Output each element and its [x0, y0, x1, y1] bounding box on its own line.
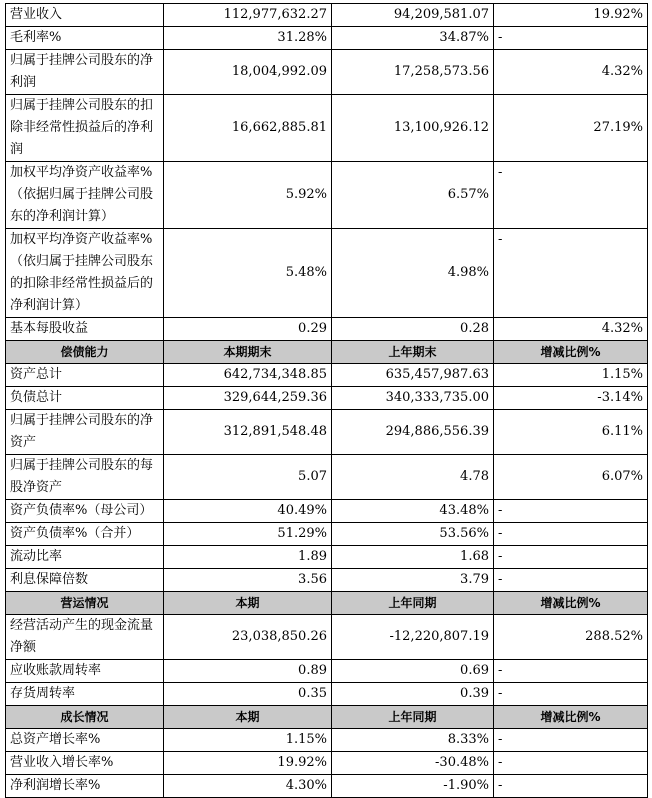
prior-period-value: 0.69	[332, 660, 494, 683]
row-label: 加权平均净资产收益率%（依据归属于挂牌公司股东的净利润计算）	[6, 162, 164, 229]
change-percent: -	[494, 523, 648, 546]
change-percent: 4.32%	[494, 318, 648, 341]
row-label: 营业收入	[6, 4, 164, 27]
table-row	[6, 4, 648, 27]
prior-period-value: 635,457,987.63	[332, 364, 494, 387]
header-change-percent: 增减比例%	[494, 592, 648, 615]
row-label: 营业收入增长率%	[6, 752, 164, 775]
section-header-row	[6, 341, 648, 364]
current-period-value: 16,662,885.81	[164, 95, 332, 162]
current-period-value: 0.35	[164, 683, 332, 706]
change-percent: -	[494, 683, 648, 706]
header-row-label: 成长情况	[6, 706, 164, 729]
header-change-percent: 增减比例%	[494, 706, 648, 729]
header-prior-period-value: 上年期末	[332, 341, 494, 364]
prior-period-value: 94,209,581.07	[332, 4, 494, 27]
prior-period-value: 53.56%	[332, 523, 494, 546]
row-label: 归属于挂牌公司股东的扣除非经常性损益后的净利润	[6, 95, 164, 162]
current-period-value: 312,891,548.48	[164, 410, 332, 455]
row-label: 应收账款周转率	[6, 660, 164, 683]
header-prior-period-value: 上年同期	[332, 706, 494, 729]
change-percent: -	[494, 27, 648, 50]
row-label: 归属于挂牌公司股东的净资产	[6, 410, 164, 455]
row-label: 存货周转率	[6, 683, 164, 706]
current-period-value: 0.29	[164, 318, 332, 341]
prior-period-value: -12,220,807.19	[332, 615, 494, 660]
current-period-value: 642,734,348.85	[164, 364, 332, 387]
change-percent: -	[494, 729, 648, 752]
prior-period-value: 17,258,573.56	[332, 50, 494, 95]
table-row	[6, 27, 648, 50]
row-label: 流动比率	[6, 546, 164, 569]
section-header-row	[6, 592, 648, 615]
change-percent: -	[494, 752, 648, 775]
table-row	[6, 229, 648, 318]
prior-period-value: 1.68	[332, 546, 494, 569]
change-percent: 4.32%	[494, 50, 648, 95]
table-row	[6, 410, 648, 455]
change-percent: -	[494, 660, 648, 683]
prior-period-value: 13,100,926.12	[332, 95, 494, 162]
header-prior-period-value: 上年同期	[332, 592, 494, 615]
prior-period-value: 4.98%	[332, 229, 494, 318]
change-percent: -	[494, 162, 648, 229]
table-row	[6, 95, 648, 162]
financial-indicators-table	[5, 3, 648, 798]
row-label: 经营活动产生的现金流量净额	[6, 615, 164, 660]
table-row	[6, 162, 648, 229]
current-period-value: 19.92%	[164, 752, 332, 775]
change-percent: -	[494, 569, 648, 592]
prior-period-value: -30.48%	[332, 752, 494, 775]
row-label: 利息保障倍数	[6, 569, 164, 592]
row-label: 净利润增长率%	[6, 775, 164, 798]
change-percent: 288.52%	[494, 615, 648, 660]
current-period-value: 5.48%	[164, 229, 332, 318]
row-label: 基本每股收益	[6, 318, 164, 341]
row-label: 归属于挂牌公司股东的每股净资产	[6, 455, 164, 500]
current-period-value: 23,038,850.26	[164, 615, 332, 660]
table-row	[6, 615, 648, 660]
current-period-value: 1.89	[164, 546, 332, 569]
prior-period-value: 0.28	[332, 318, 494, 341]
current-period-value: 31.28%	[164, 27, 332, 50]
current-period-value: 40.49%	[164, 500, 332, 523]
table-row	[6, 50, 648, 95]
header-row-label: 偿债能力	[6, 341, 164, 364]
current-period-value: 5.92%	[164, 162, 332, 229]
prior-period-value: 8.33%	[332, 729, 494, 752]
table-row	[6, 455, 648, 500]
prior-period-value: 34.87%	[332, 27, 494, 50]
change-percent: 6.07%	[494, 455, 648, 500]
prior-period-value: 6.57%	[332, 162, 494, 229]
header-change-percent: 增减比例%	[494, 341, 648, 364]
row-label: 归属于挂牌公司股东的净利润	[6, 50, 164, 95]
row-label: 加权平均净资产收益率%（依归属于挂牌公司股东的扣除非经常性损益后的净利润计算）	[6, 229, 164, 318]
section-header-row	[6, 706, 648, 729]
header-current-period-value: 本期期末	[164, 341, 332, 364]
prior-period-value: 4.78	[332, 455, 494, 500]
row-label: 资产负债率%（母公司）	[6, 500, 164, 523]
change-percent: -	[494, 775, 648, 798]
row-label: 毛利率%	[6, 27, 164, 50]
prior-period-value: 43.48%	[332, 500, 494, 523]
current-period-value: 5.07	[164, 455, 332, 500]
prior-period-value: 294,886,556.39	[332, 410, 494, 455]
prior-period-value: 340,333,735.00	[332, 387, 494, 410]
table-row	[6, 523, 648, 546]
current-period-value: 112,977,632.27	[164, 4, 332, 27]
change-percent: 19.92%	[494, 4, 648, 27]
current-period-value: 0.89	[164, 660, 332, 683]
header-row-label: 营运情况	[6, 592, 164, 615]
table-row	[6, 775, 648, 798]
table-row	[6, 546, 648, 569]
row-label: 负债总计	[6, 387, 164, 410]
change-percent: -	[494, 500, 648, 523]
header-current-period-value: 本期	[164, 592, 332, 615]
change-percent: 27.19%	[494, 95, 648, 162]
prior-period-value: 3.79	[332, 569, 494, 592]
table-row	[6, 387, 648, 410]
table-row	[6, 660, 648, 683]
change-percent: -	[494, 546, 648, 569]
current-period-value: 329,644,259.36	[164, 387, 332, 410]
header-current-period-value: 本期	[164, 706, 332, 729]
current-period-value: 4.30%	[164, 775, 332, 798]
change-percent: -	[494, 229, 648, 318]
row-label: 资产负债率%（合并）	[6, 523, 164, 546]
table-row	[6, 569, 648, 592]
change-percent: 1.15%	[494, 364, 648, 387]
table-row	[6, 752, 648, 775]
table-row	[6, 364, 648, 387]
table-row	[6, 318, 648, 341]
table-row	[6, 729, 648, 752]
row-label: 资产总计	[6, 364, 164, 387]
current-period-value: 1.15%	[164, 729, 332, 752]
change-percent: 6.11%	[494, 410, 648, 455]
change-percent: -3.14%	[494, 387, 648, 410]
current-period-value: 18,004,992.09	[164, 50, 332, 95]
prior-period-value: -1.90%	[332, 775, 494, 798]
current-period-value: 3.56	[164, 569, 332, 592]
current-period-value: 51.29%	[164, 523, 332, 546]
table-row	[6, 683, 648, 706]
row-label: 总资产增长率%	[6, 729, 164, 752]
table-body	[6, 4, 648, 798]
table-row	[6, 500, 648, 523]
prior-period-value: 0.39	[332, 683, 494, 706]
